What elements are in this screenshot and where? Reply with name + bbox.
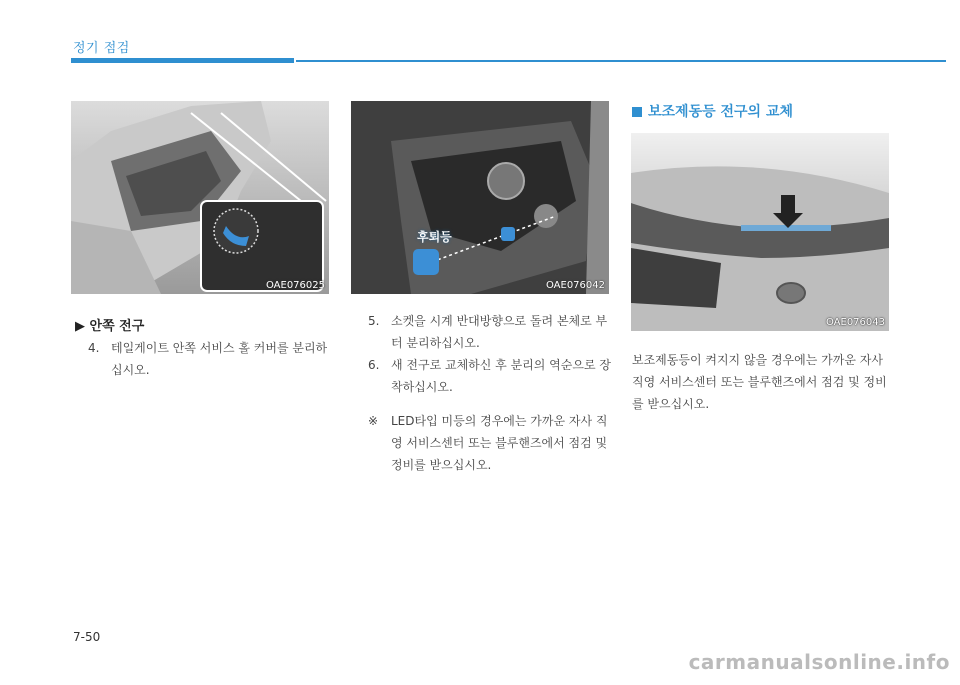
figure-socket (351, 101, 609, 294)
step-text: 소켓을 시계 반대방향으로 돌려 본체로 부터 분리하십시오. (391, 314, 608, 350)
note-mark: ※ (368, 414, 379, 428)
step-number: 5. (368, 314, 380, 328)
header-rule-thin (296, 60, 946, 62)
right-body: 보조제동등이 켜지지 않을 경우에는 가까운 자사 직영 서비스센터 또는 블루핸즈에서 점검 및 정비를 받으십시오. (632, 353, 887, 411)
figure-label: 후퇴등 (417, 230, 452, 244)
right-heading (632, 101, 793, 121)
figure-code: OAE076025 (265, 280, 325, 291)
header-rule-thick (71, 58, 294, 63)
step-number: 4. (88, 341, 100, 355)
heading-square-icon (632, 107, 642, 117)
step-number: 6. (368, 358, 380, 372)
page-number: 7-50 (73, 630, 101, 644)
figure-code: OAE076042 (545, 280, 605, 291)
section-title: 정기 점검 (73, 41, 130, 56)
figure-code: OAE076043 (825, 317, 885, 328)
step-text: 테일게이트 안쪽 서비스 홀 커버를 분리하십시오. (111, 341, 328, 377)
left-step-4 (88, 337, 335, 381)
right-heading-text: 보조제동등 전구의 교체 (648, 104, 793, 120)
step-text: 새 전구로 교체하신 후 분리의 역순으로 장착하십시오. (391, 358, 611, 394)
left-heading: ▶ 안쪽 전구 (75, 319, 145, 334)
middle-note (368, 410, 613, 476)
watermark: carmanualsonline.info (688, 650, 950, 674)
figure-rear (631, 133, 889, 331)
note-text: LED타입 미등의 경우에는 가까운 자사 직영 서비스센터 또는 블루핸즈에서 점검 및 정비를 받으십시오. (391, 414, 608, 472)
middle-step-5 (368, 310, 613, 354)
middle-step-6 (368, 354, 613, 398)
figure-tailgate (71, 101, 329, 294)
